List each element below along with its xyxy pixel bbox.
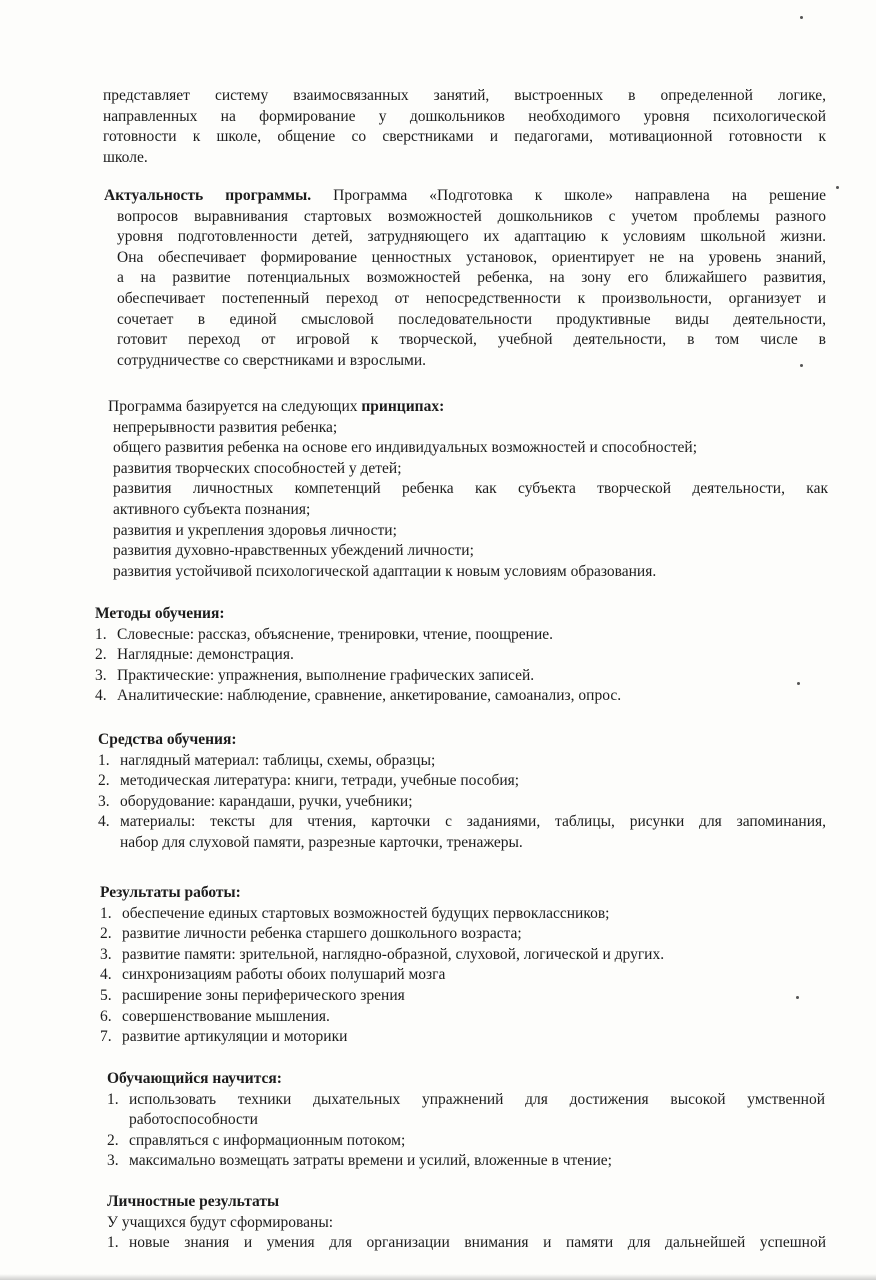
list-item xyxy=(100,904,825,925)
intro-line: представляет систему взаимосвязанных занятий, выстроенных в определенной логике, xyxy=(103,87,826,104)
principles-list xyxy=(113,418,828,583)
list-item xyxy=(95,686,825,707)
relevance-line: готовит переход от игровой к творческой, учебной деятельности, в том числе в xyxy=(117,331,826,349)
list-text: Наглядные: демонстрация. xyxy=(117,646,294,664)
list-text: синхронизациям работы обоих полушарий мозга xyxy=(122,966,446,984)
list-text: Аналитические: наблюдение, сравнение, анкетирование, самоанализ, опрос. xyxy=(117,687,622,705)
methods-heading: Методы обучения: xyxy=(95,605,225,622)
list-number: 1. xyxy=(107,1090,119,1108)
list-item xyxy=(95,625,825,646)
list-text: использовать техники дыхательных упражнений для достижения высокой умственной xyxy=(129,1090,825,1108)
means-heading: Средства обучения: xyxy=(98,731,237,748)
scan-speck xyxy=(796,996,799,999)
list-text: обеспечение единых стартовых возможностей будущих первоклассников; xyxy=(122,904,610,922)
list-text: Практические: упражнения, выполнение графических записей. xyxy=(117,666,535,684)
principle-item: активного субъекта познания; xyxy=(113,500,311,518)
results-section xyxy=(100,883,825,1048)
list-item xyxy=(100,1027,825,1048)
list-text-wrap xyxy=(129,1233,826,1254)
scan-bottom-edge xyxy=(0,1274,876,1280)
list-item xyxy=(100,924,825,945)
list-text: методическая литература: книги, тетради, учебные пособия; xyxy=(120,772,520,790)
scan-speck xyxy=(836,186,839,189)
list-text: расширение зоны периферического зрения xyxy=(122,986,405,1004)
list-number: 3. xyxy=(100,945,112,963)
scan-speck xyxy=(797,682,800,685)
list-item xyxy=(107,1233,826,1254)
learner-section xyxy=(107,1069,825,1172)
list-number: 5. xyxy=(100,986,112,1004)
list-item xyxy=(107,1090,825,1131)
list-number: 4. xyxy=(100,966,112,984)
list-text: наглядный материал: таблицы, схемы, образцы; xyxy=(120,751,436,769)
intro-line: школе. xyxy=(103,148,148,166)
relevance-body xyxy=(117,207,826,372)
principles-intro xyxy=(108,397,828,418)
principle-item: развития и укрепления здоровья личности; xyxy=(113,521,397,539)
list-number: 2. xyxy=(95,646,107,664)
principle-item: развития устойчивой психологической адаптации к новым условиям образования. xyxy=(113,562,657,580)
list-item xyxy=(100,945,825,966)
principles-section xyxy=(108,397,828,418)
relevance-line: уровня подготовленности детей, затрудняющего их адаптацию к условиям школьной жизни. xyxy=(117,228,826,246)
list-text: развитие памяти: зрительной, наглядно-образной, слуховой, логической и других. xyxy=(122,945,665,963)
principle-item: непрерывности развития ребенка; xyxy=(113,418,338,436)
relevance-line: Она обеспечивает формирование ценностных установок, ориентирует не на уровень знаний, xyxy=(117,248,826,266)
personal-subheading: У учащихся будут сформированы: xyxy=(107,1213,334,1231)
list-text: развитие артикуляции и моторики xyxy=(122,1028,348,1046)
list-number: 1. xyxy=(95,625,107,643)
learner-heading: Обучающийся научится: xyxy=(107,1070,282,1087)
list-item xyxy=(107,1151,825,1172)
principles-intro-bold: принципах: xyxy=(361,398,445,415)
list-text: новые знания и умения для организации внимания и памяти для дальнейшей успешной xyxy=(129,1234,826,1252)
principle-item: развития личностных компетенций ребенка как субъекта творческой деятельности, как xyxy=(113,480,828,498)
list-text-continued: работоспособности xyxy=(129,1111,258,1129)
list-number: 7. xyxy=(100,1028,112,1046)
relevance-first-line xyxy=(104,186,826,207)
intro-paragraph xyxy=(103,86,826,168)
intro-line: готовности к школе, общение со сверстниками и педагогами, мотивационной готовности к xyxy=(103,128,826,146)
list-number: 3. xyxy=(107,1152,119,1170)
list-item xyxy=(98,812,826,853)
list-item xyxy=(98,751,826,772)
principle-item: развития творческих способностей у детей; xyxy=(113,459,402,477)
list-text: максимально возмещать затраты времени и усилий, вложенные в чтение; xyxy=(129,1152,612,1170)
relevance-line: а на развитие потенциальных возможностей ребенка, на зону его ближайшего развития, xyxy=(117,269,826,287)
list-text-continued: набор для слуховой памяти, разрезные карточки, тренажеры. xyxy=(120,833,523,851)
scan-speck xyxy=(800,364,803,367)
list-text: Словесные: рассказ, объяснение, тренировки, чтение, поощрение. xyxy=(117,625,554,643)
list-text: совершенствование мышления. xyxy=(122,1007,330,1025)
list-text: материалы: тексты для чтения, карточки с заданиями, таблицы, рисунки для запоминания, xyxy=(120,813,826,831)
list-item xyxy=(98,792,826,813)
list-item xyxy=(95,645,825,666)
list-text: оборудование: карандаши, ручки, учебники; xyxy=(120,792,413,810)
list-number: 1. xyxy=(98,751,110,769)
list-number: 2. xyxy=(100,925,112,943)
list-item xyxy=(98,771,826,792)
personal-heading: Личностные результаты xyxy=(107,1193,280,1210)
principles-intro-text: Программа базируется на следующих xyxy=(108,398,362,415)
results-heading: Результаты работы: xyxy=(100,884,241,901)
scan-speck xyxy=(800,16,803,19)
relevance-paragraph xyxy=(104,186,826,207)
relevance-line: сотрудничестве со сверстниками и взрослыми. xyxy=(117,351,427,369)
list-text-multiline xyxy=(120,812,826,853)
list-item xyxy=(95,666,825,687)
list-number: 2. xyxy=(98,772,110,790)
relevance-first-line-text: Программа «Подготовка к школе» направлена на решение xyxy=(311,187,827,204)
list-number: 3. xyxy=(95,666,107,684)
list-number: 4. xyxy=(98,813,110,831)
list-number: 2. xyxy=(107,1131,119,1149)
relevance-line: вопросов выравнивания стартовых возможностей дошкольников с учетом проблемы разного xyxy=(117,207,826,225)
list-text-multiline xyxy=(129,1090,825,1131)
relevance-line: обеспечивает постепенный переход от непосредственности к произвольности, организует и xyxy=(117,289,826,307)
personal-section xyxy=(107,1192,826,1254)
list-text: справляться с информационным потоком; xyxy=(129,1131,406,1149)
relevance-line: сочетает в единой смысловой последовательности продуктивные виды деятельности, xyxy=(117,310,826,328)
means-section xyxy=(98,730,826,854)
principle-item: развития духовно-нравственных убеждений личности; xyxy=(113,542,474,560)
intro-line: направленных на формирование у дошкольников необходимого уровня психологической xyxy=(103,107,826,125)
relevance-heading: Актуальность программы. xyxy=(104,187,312,204)
methods-section xyxy=(95,604,825,707)
list-item xyxy=(100,986,825,1007)
list-text: развитие личности ребенка старшего дошкольного возраста; xyxy=(122,925,522,943)
list-item xyxy=(107,1131,825,1152)
list-number: 1. xyxy=(107,1234,119,1252)
list-item xyxy=(100,965,825,986)
list-number: 3. xyxy=(98,792,110,810)
list-number: 1. xyxy=(100,904,112,922)
list-number: 6. xyxy=(100,1007,112,1025)
principle-item: общего развития ребенка на основе его индивидуальных возможностей и способностей; xyxy=(113,439,698,457)
list-number: 4. xyxy=(95,687,107,705)
list-item xyxy=(100,1007,825,1028)
